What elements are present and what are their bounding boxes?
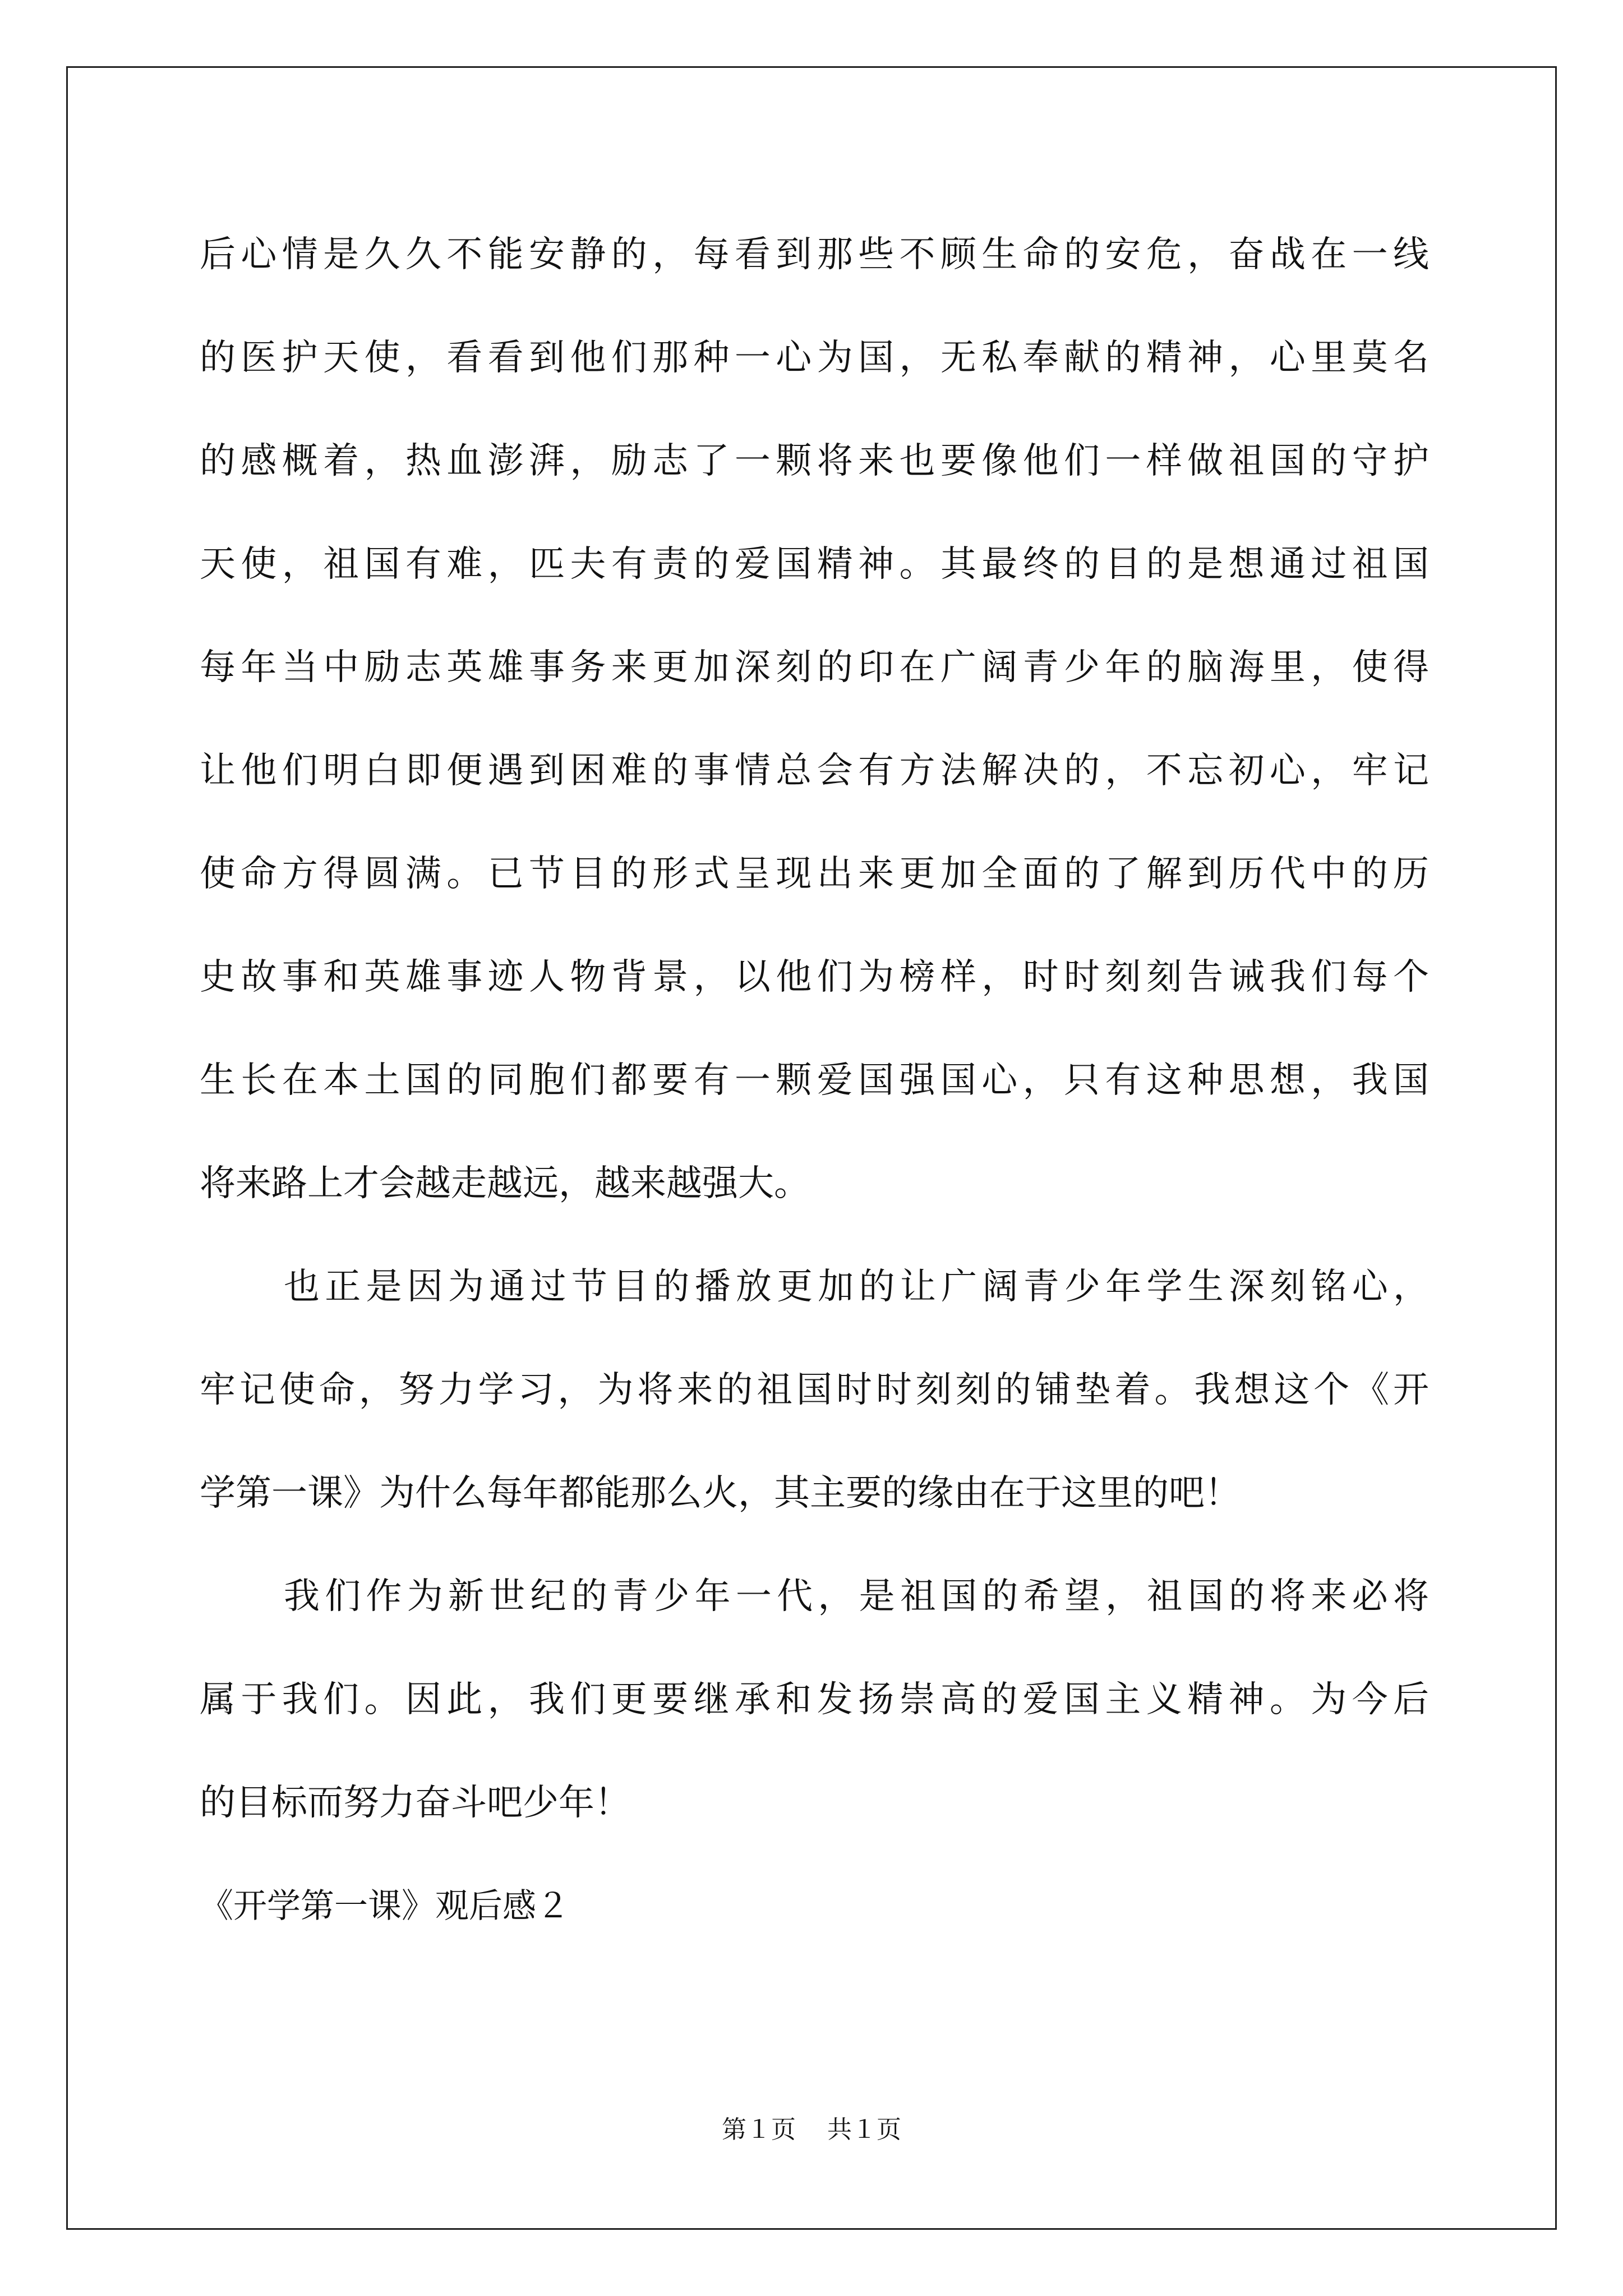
paragraph-1: [200, 203, 1429, 1235]
section-heading: 《开学第一课》观后感２: [200, 1887, 570, 1926]
text-line: 的目标而努力奋斗吧少年！: [200, 1782, 630, 1824]
text-line: 后心情是久久不能安静的，每看到那些不顾生命的安危，奋战在一线: [200, 234, 1429, 275]
text-line: 每年当中励志英雄事务来更加深刻的印在广阔青少年的脑海里，使得: [200, 647, 1429, 688]
text-line: 将来路上才会越走越远，越来越强大。: [200, 1163, 810, 1204]
paragraph-2: [200, 1235, 1429, 1545]
document-body: [200, 203, 1429, 1958]
text-line: 学第一课》为什么每年都能那么火，其主要的缘由在于这里的吧！: [200, 1473, 1241, 1514]
page-footer: [0, 2109, 1623, 2145]
text-line: 牢记使命，努力学习，为将来的祖国时时刻刻的铺垫着。我想这个《开: [200, 1369, 1429, 1411]
text-line: 的感概着，热血澎湃，励志了一颗将来也要像他们一样做祖国的守护: [200, 440, 1429, 482]
text-line: 生长在本土国的同胞们都要有一颗爱国强国心，只有这种思想，我国: [200, 1060, 1429, 1101]
text-line: 让他们明白即便遇到困难的事情总会有方法解决的，不忘初心，牢记: [200, 750, 1429, 792]
text-line: 我们作为新世纪的青少年一代，是祖国的希望，祖国的将来必将: [284, 1576, 1429, 1617]
page-total: 共１页: [827, 2115, 901, 2144]
text-line: 史故事和英雄事迹人物背景，以他们为榜样，时时刻刻告诫我们每个: [200, 956, 1429, 998]
text-line: 属于我们。因此，我们更要继承和发扬崇高的爱国主义精神。为今后: [200, 1679, 1429, 1720]
text-line: 使命方得圆满。已节目的形式呈现出来更加全面的了解到历代中的历: [200, 853, 1429, 895]
paragraph-3: [200, 1545, 1429, 1855]
text-line: 的医护天使，看看到他们那种一心为国，无私奉献的精神，心里莫名: [200, 337, 1429, 379]
text-line: 也正是因为通过节目的播放更加的让广阔青少年学生深刻铭心，: [284, 1266, 1429, 1308]
text-line: 天使，祖国有难，匹夫有责的爱国精神。其最终的目的是想通过祖国: [200, 544, 1429, 585]
page-number: 第１页: [722, 2115, 796, 2144]
